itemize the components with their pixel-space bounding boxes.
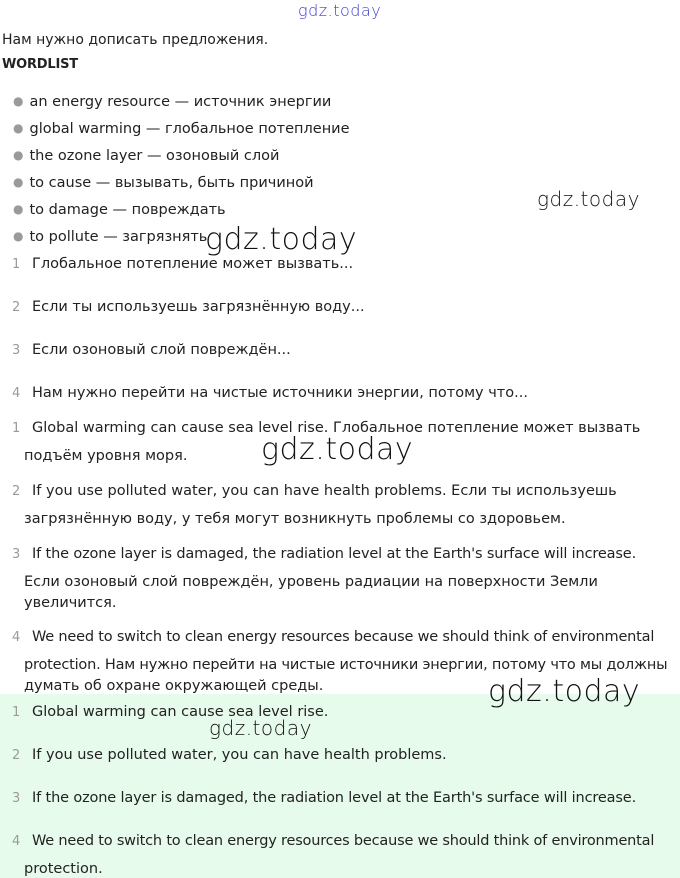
bullet-icon: ● [13,148,24,162]
answer-line: увеличится. [24,595,117,611]
final-answer-line: If you use polluted water, you can have health problems. [32,747,447,763]
watermark: gdz.today [488,674,641,709]
bullet-icon: ● [13,202,24,216]
wordlist-item: ● an energy resource — источник энергии [13,94,332,110]
watermark: gdz.today [209,716,312,740]
prompt-text: Если ты используешь загрязнённую воду... [32,299,365,315]
answer-line: If the ozone layer is damaged, the radiation level at the Earth's surface will increase. [32,546,637,562]
watermark: gdz.today [537,187,640,211]
answer-line: Global warming can cause sea level rise. Глобальное потепление может вызвать [32,420,641,436]
watermark-top: gdz.today [298,1,382,20]
item-number: 1 [12,705,21,720]
item-number: 2 [12,748,21,763]
intro-text: Нам нужно дописать предложения. [2,32,269,48]
answer-line: подъём уровня моря. [24,448,188,464]
final-answer-line: Global warming can cause sea level rise. [32,704,329,720]
wordlist-item: ● to pollute — загрязнять [13,229,208,245]
wordlist-item: ● to cause — вызывать, быть причиной [13,175,314,191]
bullet-icon: ● [13,229,24,243]
item-number: 4 [12,386,21,401]
final-answer-line: If the ozone layer is damaged, the radiation level at the Earth's surface will increase. [32,790,637,806]
answer-line: Если озоновый слой повреждён, уровень радиации на поверхности Земли [24,574,598,590]
answers-highlight-band [0,694,680,878]
prompt-text: Если озоновый слой повреждён... [32,342,291,358]
prompt-text: Нам нужно перейти на чистые источники энергии, потому что... [32,385,528,401]
answer-line: If you use polluted water, you can have health problems. Если ты используешь [32,483,617,499]
answer-line: думать об охране окружающей среды. [24,678,324,694]
bullet-icon: ● [13,94,24,108]
item-number: 2 [12,300,21,315]
final-answer-line: protection. [24,861,103,877]
wordlist-heading: WORDLIST [2,57,78,72]
item-number: 3 [12,791,21,806]
item-number: 1 [12,421,21,436]
item-number: 3 [12,547,21,562]
item-number: 2 [12,484,21,499]
prompt-text: Глобальное потепление может вызвать... [32,256,354,272]
wordlist-item: ● the ozone layer — озоновый слой [13,148,280,164]
wordlist-item: ● to damage — повреждать [13,202,226,218]
answer-line: загрязнённую воду, у тебя могут возникнуть проблемы со здоровьем. [24,511,566,527]
answer-line: We need to switch to clean energy resources because we should think of environmental [32,629,655,645]
final-answer-line: We need to switch to clean energy resources because we should think of environmental [32,833,655,849]
watermark: gdz.today [205,222,358,257]
bullet-icon: ● [13,121,24,135]
answer-line: protection. Нам нужно перейти на чистые источники энергии, потому что мы должны [24,657,668,673]
watermark: gdz.today [261,432,414,467]
item-number: 3 [12,343,21,358]
bullet-icon: ● [13,175,24,189]
item-number: 4 [12,834,21,849]
wordlist-item: ● global warming — глобальное потепление [13,121,350,137]
item-number: 1 [12,257,21,272]
item-number: 4 [12,630,21,645]
